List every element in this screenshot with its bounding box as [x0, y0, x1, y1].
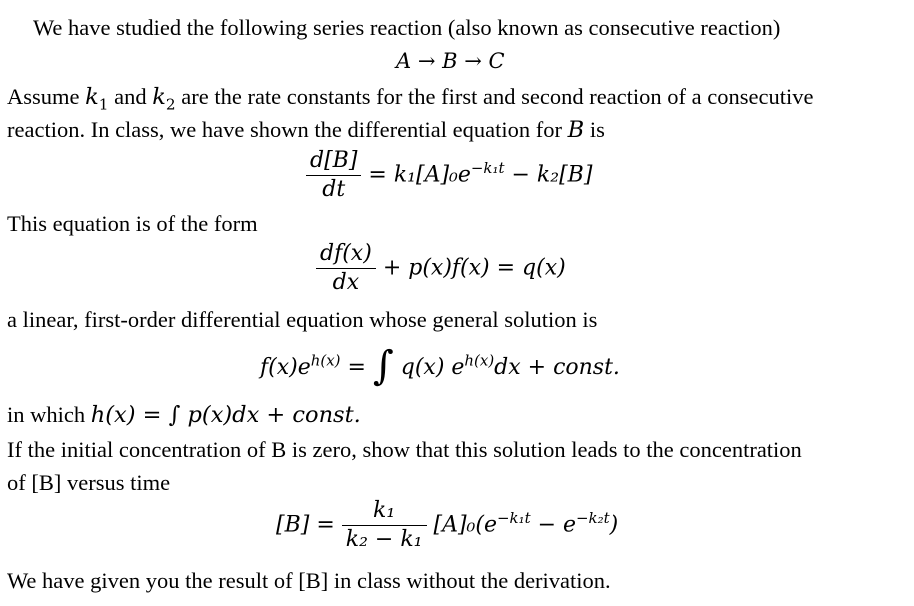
eq1-rhs: = k₁[A]₀e [368, 162, 471, 188]
eq4-denominator: k₂ − k₁ [342, 525, 427, 551]
assume-text-2: are the rate constants for the first and second reaction of a consecutive [175, 84, 814, 109]
eq3-tail: dx + const. [494, 355, 620, 380]
eq1-tail: − k₂[B] [504, 162, 593, 188]
eq4-rhs: [A]₀(e [433, 512, 497, 538]
eq4-exponent-1: −k₁t [496, 509, 531, 528]
eq3-rhs: q(x) e [400, 355, 465, 380]
eq4-lhs: [B] = [276, 512, 335, 538]
equation-general-form [316, 243, 566, 294]
equation-B-solution [276, 500, 618, 551]
class-text-1: reaction. In class, we have shown the differential equation for [7, 117, 568, 142]
eq2-fraction [316, 243, 376, 294]
eq3-lhs-exponent: h(x) [310, 351, 341, 370]
assume-text-1: Assume [7, 84, 86, 109]
class-text-2: is [584, 117, 605, 142]
eq3-lhs: f(x)e [260, 355, 311, 380]
eq3-integral-sign: ∫ [372, 343, 394, 389]
eq2-numerator: df(x) [320, 241, 372, 266]
eq4-close: ) [609, 512, 619, 538]
initial-line-2: of [B] versus time [7, 470, 171, 495]
form-line: This equation is of the form [7, 211, 258, 236]
eq1-denominator: dt [306, 175, 361, 201]
class-line [7, 119, 605, 142]
eq2-denominator: dx [316, 268, 376, 294]
eq4-exponent-2: −k₂t [576, 509, 610, 528]
which-math: h(x) = ∫ p(x)dx + const. [90, 402, 361, 428]
which-text: in which [7, 402, 91, 427]
k1-symbol: k [85, 84, 99, 110]
eq4-fraction [342, 500, 427, 551]
intro-text: We have studied the following series reaction (also known as consecutive reaction) [33, 15, 781, 40]
final-line: We have given you the result of [B] in class without the derivation. [7, 568, 611, 593]
eq1-numerator: d[B] [310, 148, 358, 173]
eq1-fraction [306, 150, 361, 201]
initial-line-1: If the initial concentration of B is zero, show that this solution leads to the concentration [7, 437, 802, 462]
k1-subscript: 1 [98, 95, 109, 114]
eq2-rhs: + p(x)f(x) = q(x) [382, 255, 566, 281]
reaction-scheme: A → B → C [396, 49, 505, 73]
k2-symbol: k [152, 84, 166, 110]
assume-and: and [108, 84, 153, 109]
class-B-symbol: B [567, 117, 585, 143]
eq4-numerator: k₁ [373, 498, 396, 523]
k2-subscript: 2 [165, 95, 176, 114]
linear-line: a linear, first-order differential equation whose general solution is [7, 307, 598, 332]
which-line [7, 404, 361, 427]
assume-line [7, 84, 814, 114]
eq1-exponent: −k₁t [470, 159, 505, 178]
equation-general-solution [260, 343, 620, 389]
eq3-rhs-exponent: h(x) [464, 351, 495, 370]
equation-dB-dt [306, 150, 592, 201]
eq4-mid: − e [530, 512, 577, 538]
eq3-equals: = [340, 355, 373, 380]
